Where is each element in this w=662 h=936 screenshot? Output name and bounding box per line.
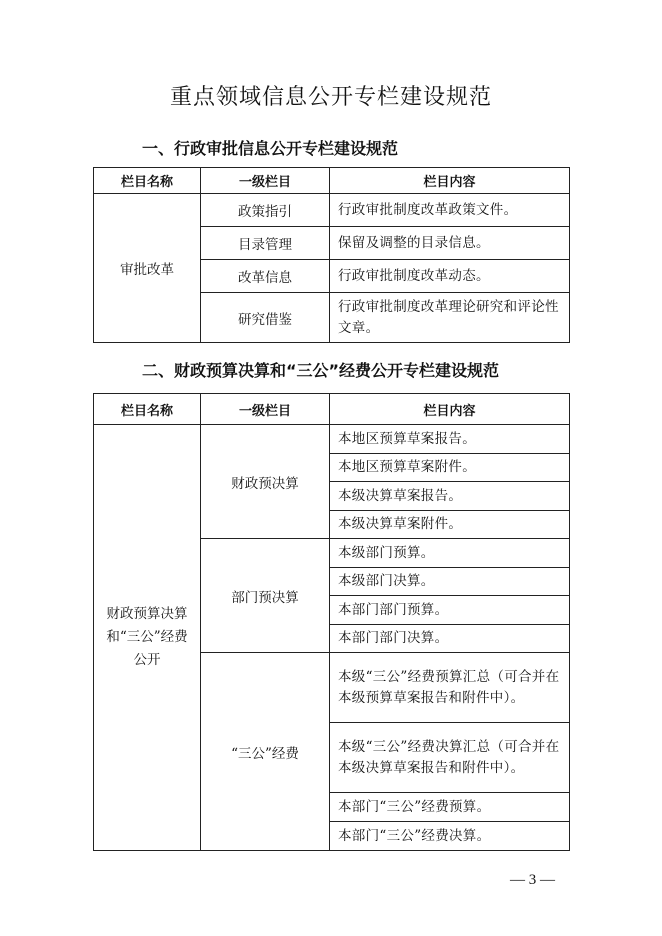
column-name-cell: 审批改革 [94, 194, 201, 343]
content-cell: 本级“三公”经费预算汇总（可合并在本级预算草案报告和附件中）。 [330, 653, 570, 723]
content-cell: 本地区预算草案附件。 [330, 454, 570, 482]
content-cell: 本级决算草案报告。 [330, 482, 570, 511]
header-content: 栏目内容 [330, 168, 570, 194]
column-name-cell: 财政预算决算和“三公”经费公开 [94, 425, 201, 851]
content-cell: 本部门部门决算。 [330, 625, 570, 653]
content-cell: 行政审批制度改革动态。 [330, 260, 570, 293]
content-cell: 行政审批制度改革政策文件。 [330, 194, 570, 227]
content-cell: 本级部门预算。 [330, 539, 570, 568]
content-cell: 本部门“三公”经费预算。 [330, 793, 570, 822]
content-cell: 本级“三公”经费决算汇总（可合并在本级决算草案报告和附件中）。 [330, 723, 570, 793]
header-sub-column: 一级栏目 [201, 394, 330, 425]
content-cell: 行政审批制度改革理论研究和评论性文章。 [330, 293, 570, 343]
content-cell: 本部门“三公”经费决算。 [330, 822, 570, 851]
sub-column-cell: 改革信息 [201, 260, 330, 293]
content-cell: 本部门部门预算。 [330, 596, 570, 625]
header-column-name: 栏目名称 [94, 168, 201, 194]
header-sub-column: 一级栏目 [201, 168, 330, 194]
header-column-name: 栏目名称 [94, 394, 201, 425]
table-row [94, 425, 570, 454]
page-number: — 3 — [510, 872, 555, 888]
document-title: 重点领域信息公开专栏建设规范 [169, 85, 492, 110]
section-heading-approval: 一、行政审批信息公开专栏建设规范 [142, 139, 399, 158]
table-header-row [94, 168, 570, 194]
content-cell: 本地区预算草案报告。 [330, 425, 570, 454]
section-heading-budget: 二、财政预算决算和“三公”经费公开专栏建设规范 [142, 361, 500, 380]
header-content: 栏目内容 [330, 394, 570, 425]
sub-column-cell: 政策指引 [201, 194, 330, 227]
sub-column-cell: “三公”经费 [201, 653, 330, 851]
table-header-row [94, 394, 570, 425]
sub-column-cell: 目录管理 [201, 227, 330, 260]
table-row [94, 194, 570, 227]
content-cell: 本级决算草案附件。 [330, 511, 570, 539]
content-cell: 保留及调整的目录信息。 [330, 227, 570, 260]
content-cell: 本级部门决算。 [330, 568, 570, 596]
sub-column-cell: 部门预决算 [201, 539, 330, 653]
budget-table [93, 393, 570, 851]
approval-table [93, 167, 570, 343]
sub-column-cell: 研究借鉴 [201, 293, 330, 343]
sub-column-cell: 财政预决算 [201, 425, 330, 539]
